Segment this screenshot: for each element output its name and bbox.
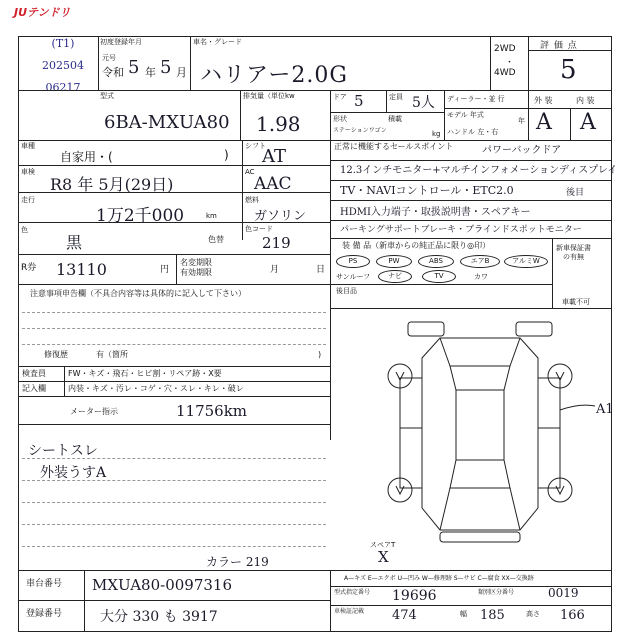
model-year-label: モデル 年式 — [447, 111, 484, 119]
repair-value: 有（箇所 — [96, 350, 128, 359]
inspection-label: 車検 — [21, 168, 35, 176]
handle-label: ハンドル 左・右 — [447, 128, 499, 136]
color-value: 黒 — [66, 233, 83, 252]
spare-value: X — [378, 548, 389, 566]
loading-label: 積載 — [388, 115, 402, 123]
recycle-value: 13110 — [56, 260, 107, 279]
brand-logo: JUテンドリ — [14, 6, 71, 19]
equip-tv: TV — [422, 270, 456, 283]
dealer-label: ディーラー・並 行 — [447, 95, 505, 103]
capacity-value: 5人 — [412, 95, 435, 111]
width-label: 幅 — [460, 610, 467, 618]
length-label: 車検証記載 — [334, 608, 365, 615]
kg-label: kg — [432, 130, 441, 138]
sales-point-extra: パワーバックドア — [482, 145, 562, 156]
legend-row2: 内装・キズ・汚レ・コゲ・穴・スレ・キレ・破レ — [68, 384, 244, 393]
model-grade-value: ハリアー2.0G — [200, 63, 348, 88]
color-label: 色 — [21, 226, 28, 234]
equip-alloy: アルミW — [504, 255, 548, 268]
type-label: 型式 — [100, 92, 114, 100]
use-label: 車種 — [21, 142, 35, 150]
color-code-label: 色コード — [245, 225, 273, 233]
equip-sunroof: サンルーフ — [336, 273, 371, 281]
notes-title: 注意事項申告欄（不具合内容等は具体的に記入して下さい） — [30, 289, 246, 298]
first-reg-label: 初度登録年月 — [100, 38, 142, 46]
meter-value: 11756km — [176, 402, 248, 420]
spare-label: スペアT — [370, 541, 396, 549]
sales-point-4: パーキングサポートブレーキ・ブラインドスポットモニター — [340, 225, 582, 235]
first-reg-year: 5 — [128, 57, 140, 78]
mileage-label: 走行 — [21, 196, 35, 204]
equip-abs: ABS — [418, 255, 454, 268]
remark-2: 外装うすA — [40, 465, 107, 481]
legend-row1-label: 検査員 — [22, 369, 46, 378]
equip-rear: 後目品 — [336, 287, 357, 295]
rating-label: 評 価 点 — [540, 41, 578, 51]
era-value: 令和 — [102, 66, 124, 79]
yen-unit: 円 — [160, 265, 170, 275]
warranty-label: 新車保証書 の有無 — [556, 244, 591, 261]
damage-legend: A—キズ E—エクボ U—凹み W—修理跡 S—サビ C—腐食 XX—交換跡 — [344, 575, 534, 582]
class-value: 0019 — [548, 586, 579, 600]
ac-value: AAC — [254, 174, 292, 194]
stamp-line-3: 06217 — [45, 81, 81, 94]
reg-value: 大分 330 も 3917 — [100, 609, 218, 625]
color-code-value: 219 — [262, 234, 291, 252]
color-note: カラー 219 — [206, 555, 269, 569]
inspection-value: R8 年 5月(29日) — [50, 175, 174, 194]
color-lamp-label: 色替 — [208, 235, 224, 244]
shift-label: シフト — [245, 142, 266, 150]
car-diagram — [370, 318, 610, 548]
repair-label: 修復歴 — [44, 350, 68, 359]
expiry-day: 日 — [316, 265, 326, 275]
diagram-annotation: A1 — [596, 402, 614, 417]
rating-value: 5 — [560, 55, 577, 85]
drive-2wd: 2WD — [494, 44, 516, 54]
equip-ps: PS — [336, 255, 370, 268]
length-value: 474 — [392, 608, 417, 623]
displacement-label: 排気量（単位kw — [243, 92, 295, 100]
km-unit: km — [206, 212, 217, 220]
chassis-value: MXUA80-0097316 — [92, 576, 233, 594]
interior-value: A — [580, 110, 596, 135]
capacity-label: 定員 — [389, 93, 403, 101]
exterior-label: 外 装 — [534, 96, 553, 105]
first-reg-month: 5 — [160, 57, 172, 78]
drive-4wd: 4WD — [494, 68, 516, 78]
year-unit: 年 — [145, 66, 156, 79]
shape-label: 形状 — [333, 115, 347, 123]
year-suffix: 年 — [518, 117, 525, 125]
sales-point-1: 12.3インチモニター+マルチインフォメーションディスプレイ — [340, 165, 618, 176]
ac-label: AC — [245, 168, 255, 176]
chassis-label: 車台番号 — [26, 579, 63, 589]
equip-leather: カワ — [474, 273, 488, 281]
sales-point-2-extra: 後目 — [566, 188, 585, 198]
month-unit: 月 — [176, 66, 187, 79]
stamp-line-1: (T1) — [51, 37, 75, 50]
sales-points-title: 正常に機能するセールスポイント — [334, 142, 454, 151]
doors-value: 5 — [354, 92, 364, 110]
displacement-value: 1.98 — [256, 112, 301, 136]
era-label: 元号 — [102, 54, 116, 62]
legend-row2-label: 記入欄 — [22, 384, 46, 393]
repair-close: ) — [318, 350, 322, 359]
meter-label: メーター指示 — [70, 407, 118, 416]
cert-type-label: 型式指定番号 — [334, 589, 371, 596]
type-value: 6BA-MXUA80 — [104, 112, 230, 133]
use-value: 自家用・( — [60, 150, 113, 164]
height-label: 高さ — [526, 610, 540, 618]
class-label: 類別区分番号 — [478, 589, 515, 596]
cert-type-value: 19696 — [392, 588, 437, 604]
mileage-value: 1万2千000 — [96, 206, 185, 226]
reg-label: 登録番号 — [26, 609, 63, 619]
expiry-label: 名変期限 有効期限 — [180, 258, 212, 277]
recycle-label: R券 — [21, 263, 37, 273]
use-close: ) — [224, 148, 229, 162]
logbook-label: 車載不可 — [562, 298, 590, 306]
equip-navi: ナビ — [378, 270, 412, 283]
equipment-title: 装 備 品（新車からの純正品に限り◎印） — [342, 241, 491, 250]
fuel-value: ガソリン — [254, 209, 307, 224]
width-value: 185 — [480, 608, 505, 623]
sales-point-2: TV・NAVIコントロール・ETC2.0 — [340, 184, 514, 197]
exterior-value: A — [536, 110, 552, 135]
stamp-line-2: 202504 — [42, 59, 84, 72]
doors-label: ドア — [333, 93, 347, 101]
interior-label: 内 装 — [576, 96, 595, 105]
height-value: 166 — [560, 608, 585, 623]
remark-1: シートスレ — [28, 443, 98, 459]
model-grade-label: 車名・グレード — [193, 38, 242, 46]
expiry-month: 月 — [270, 265, 280, 275]
equip-airbag: エアB — [460, 255, 500, 268]
legend-row1: FW・キズ・飛石・ヒビ割・リペア跡・X要 — [68, 369, 222, 378]
equip-pw: PW — [376, 255, 412, 268]
shift-value: AT — [262, 146, 287, 167]
fuel-label: 燃料 — [245, 196, 259, 204]
sales-point-3: HDMI入力端子・取扱説明書・スペアキー — [340, 207, 531, 218]
shape-value: ステーションワゴン — [333, 127, 387, 134]
drive-dot: ・ — [505, 58, 515, 68]
